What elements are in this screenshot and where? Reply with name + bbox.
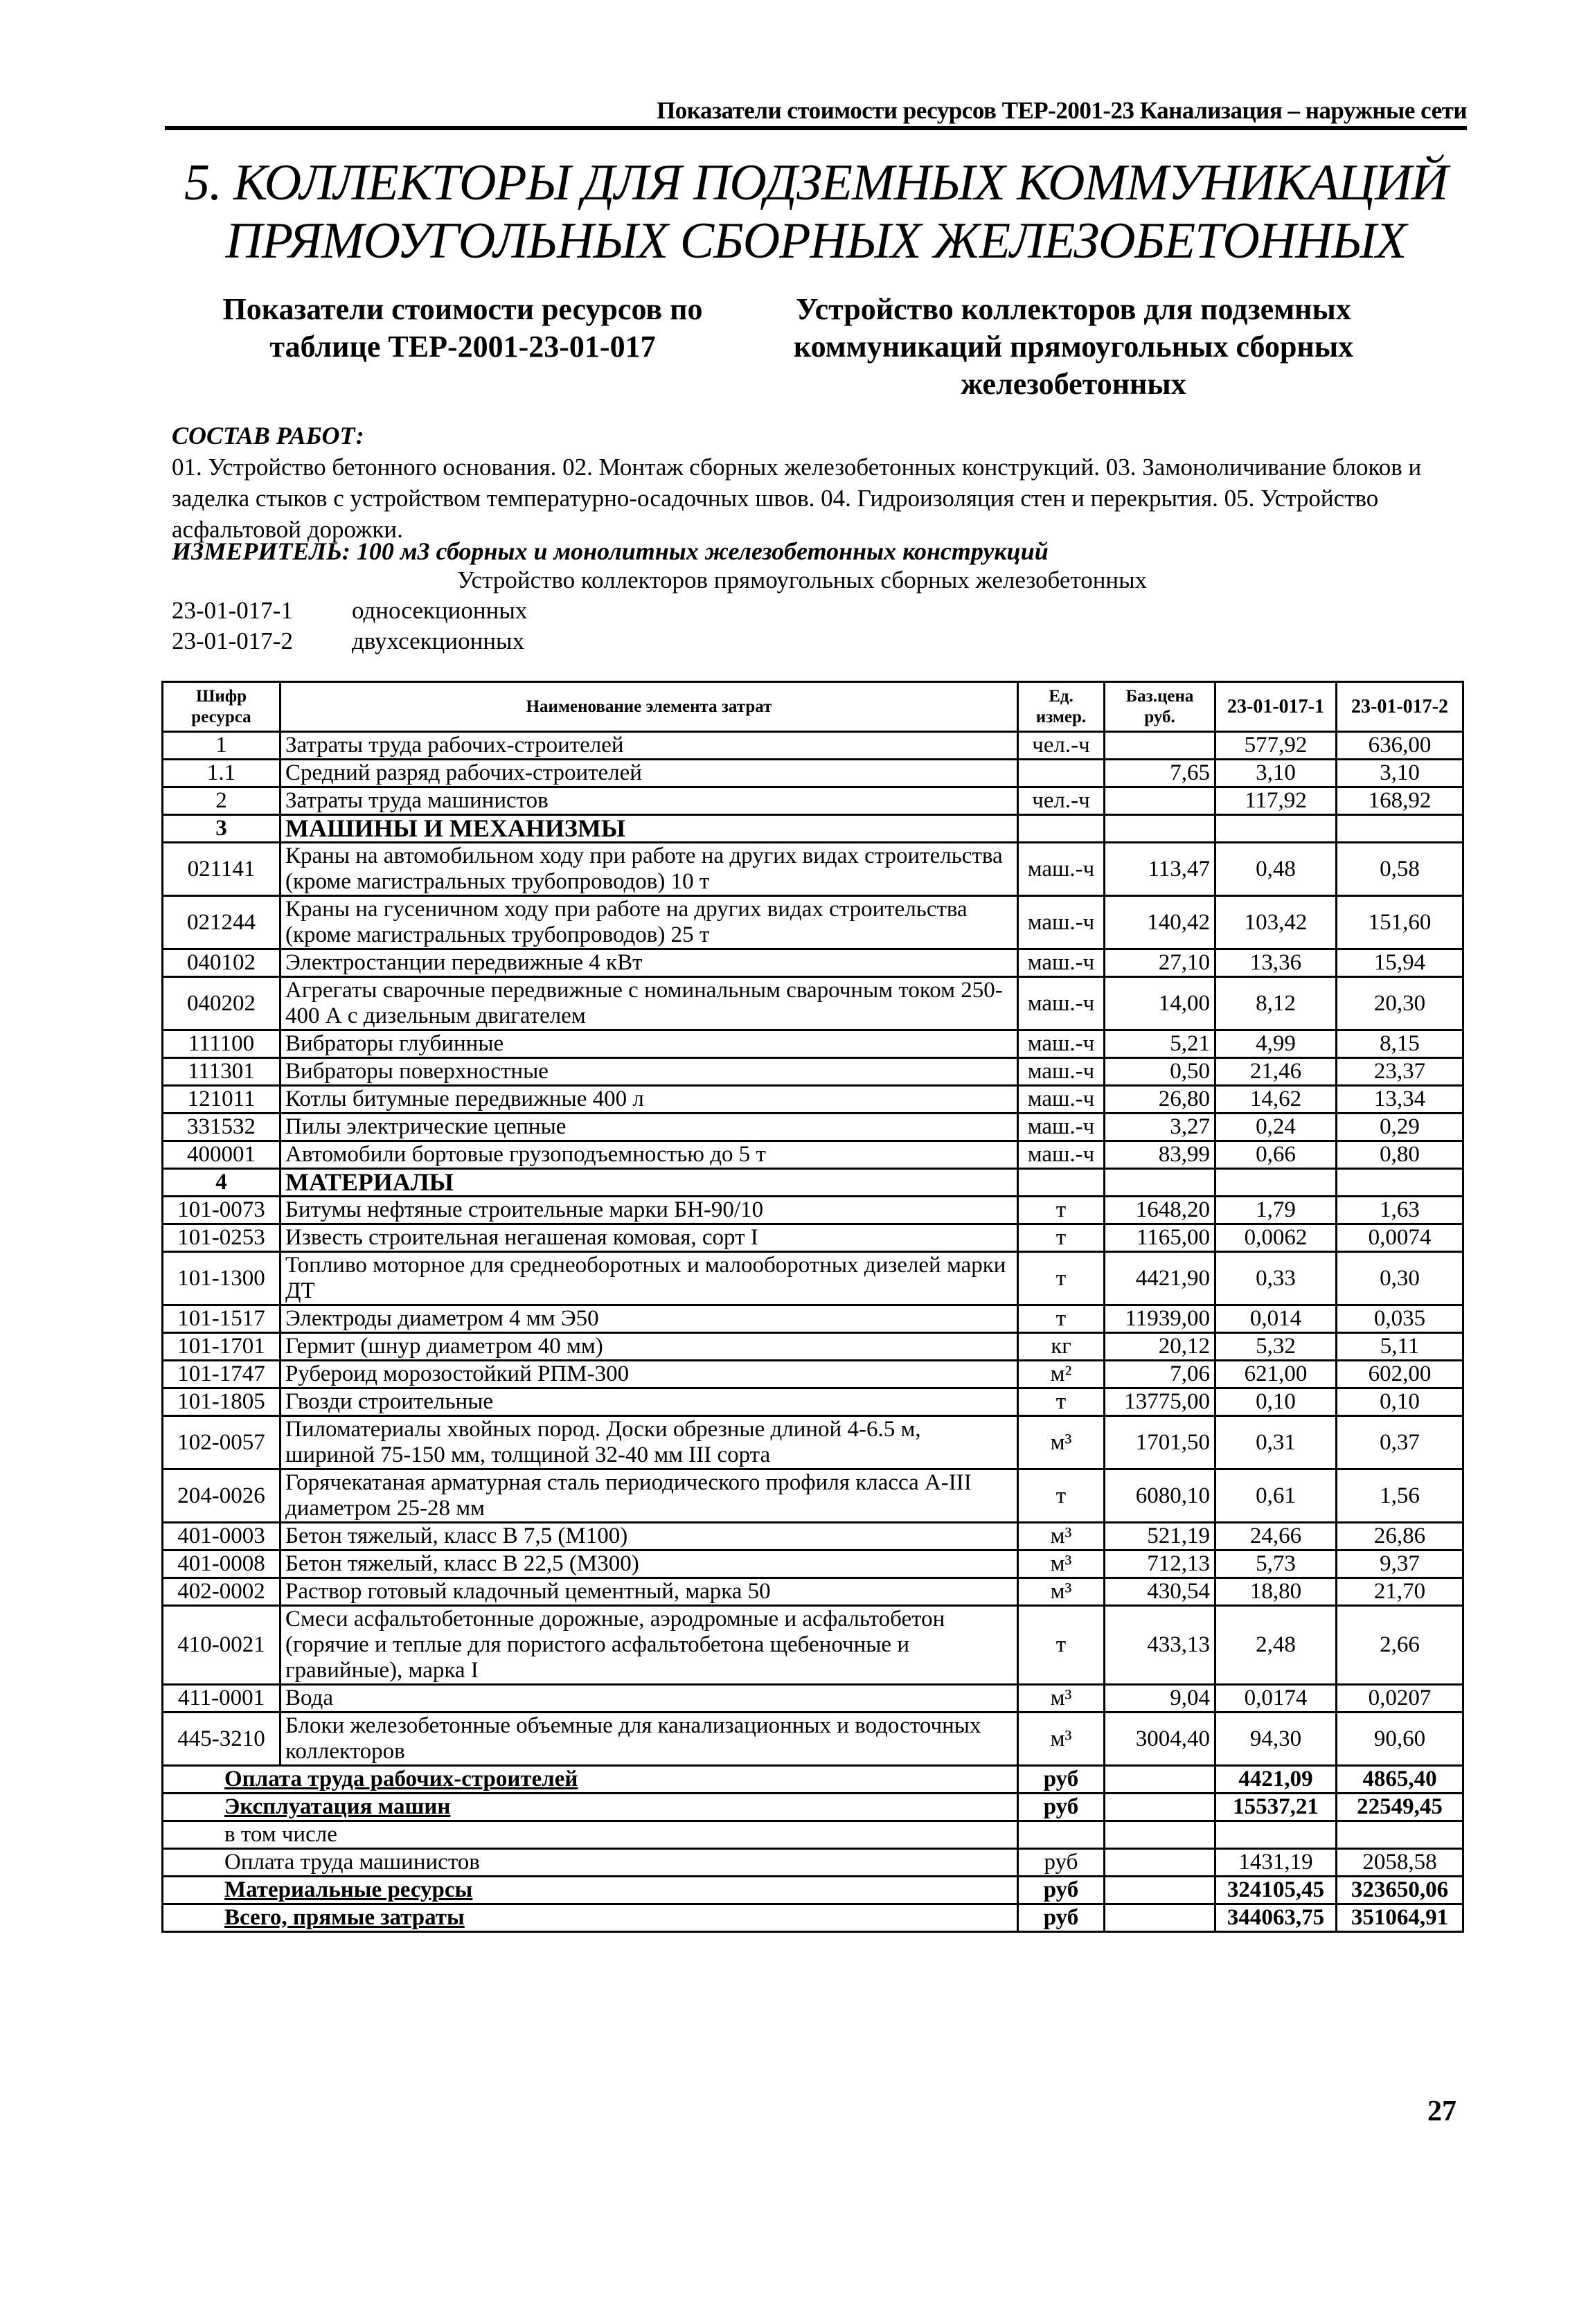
resource-name: Вода: [280, 1685, 1018, 1713]
value-017-2: 0,80: [1337, 1141, 1463, 1169]
resource-name: Раствор готовый кладочный цементный, марка 50: [280, 1578, 1018, 1606]
resource-price: 13775,00: [1105, 1388, 1215, 1416]
total-name: Оплата труда машинистов: [163, 1849, 1018, 1877]
value-017-1: 0,66: [1215, 1141, 1337, 1169]
resource-name: Пиломатериалы хвойных пород. Доски обрезные длиной 4-6.5 м, шириной 75-150 мм, толщиной 32-40 мм III сорта: [280, 1416, 1018, 1469]
resource-unit: м³: [1018, 1550, 1105, 1578]
resource-code: 4: [163, 1169, 280, 1197]
resource-code: 3: [163, 815, 280, 843]
total-row: [163, 1849, 1463, 1877]
total-017-2: 4865,40: [1337, 1766, 1463, 1794]
resource-name: Рубероид морозостойкий РПМ-300: [280, 1361, 1018, 1388]
resource-price: [1105, 815, 1215, 843]
table-row: [163, 1713, 1463, 1766]
resource-name: Краны на гусеничном ходу при работе на других видах строительства (кроме магистральных трубопроводов) 25 т: [280, 896, 1018, 949]
resource-code: 101-1517: [163, 1305, 280, 1333]
total-unit: руб: [1018, 1849, 1105, 1877]
resource-name: Гермит (шнур диаметром 40 мм): [280, 1333, 1018, 1361]
resource-name: Бетон тяжелый, класс В 22,5 (М300): [280, 1550, 1018, 1578]
table-row: [163, 1578, 1463, 1606]
resource-name: Смеси асфальтобетонные дорожные, аэродромные и асфальтобетон (горячие и теплые для пористого асфальтобетона щебеночные и гравийные), марка I: [280, 1606, 1018, 1685]
total-price-empty: [1105, 1794, 1215, 1821]
work-description-line3: железобетонных: [961, 367, 1186, 401]
resource-price: 1648,20: [1105, 1197, 1215, 1224]
resource-name: Электроды диаметром 4 мм Э50: [280, 1305, 1018, 1333]
total-unit: руб: [1018, 1766, 1105, 1794]
resource-unit: т: [1018, 1606, 1105, 1685]
value-017-1: 13,36: [1215, 949, 1337, 977]
code-id: 23-01-017-1: [172, 597, 293, 624]
total-row: [163, 1904, 1463, 1932]
value-017-1: 621,00: [1215, 1361, 1337, 1388]
table-row: [163, 1252, 1463, 1305]
value-017-2: 20,30: [1337, 977, 1463, 1030]
resource-price: 712,13: [1105, 1550, 1215, 1578]
value-017-2: 3,10: [1337, 760, 1463, 787]
total-name: Всего, прямые затраты: [163, 1904, 1018, 1932]
work-description-line2: коммуникаций прямоугольных сборных: [793, 330, 1354, 364]
work-description-line1: Устройство коллекторов для подземных: [796, 292, 1351, 326]
total-017-1: 4421,09: [1215, 1766, 1337, 1794]
resource-name: Топливо моторное для среднеоборотных и малооборотных дизелей марки ДТ: [280, 1252, 1018, 1305]
resource-unit: [1018, 1169, 1105, 1197]
total-017-1: [1215, 1821, 1337, 1849]
total-017-2: 22549,45: [1337, 1794, 1463, 1821]
resource-price: 7,65: [1105, 760, 1215, 787]
table-row: [163, 1305, 1463, 1333]
header-rule: [165, 126, 1467, 130]
resource-code: 2: [163, 787, 280, 815]
resource-code: 021141: [163, 843, 280, 896]
total-unit: [1018, 1821, 1105, 1849]
value-017-2: 0,035: [1337, 1305, 1463, 1333]
total-017-1: 1431,19: [1215, 1849, 1337, 1877]
resource-name: МАШИНЫ И МЕХАНИЗМЫ: [280, 815, 1018, 843]
value-017-1: 0,61: [1215, 1469, 1337, 1523]
total-name: Эксплуатация машин: [163, 1794, 1018, 1821]
resource-unit: [1018, 760, 1105, 787]
value-017-1: 94,30: [1215, 1713, 1337, 1766]
total-017-2: 2058,58: [1337, 1849, 1463, 1877]
resource-price: 11939,00: [1105, 1305, 1215, 1333]
resource-unit: маш.-ч: [1018, 949, 1105, 977]
table-row: [163, 1141, 1463, 1169]
table-row: [163, 1606, 1463, 1685]
resource-code: 204-0026: [163, 1469, 280, 1523]
table-row: [163, 787, 1463, 815]
resource-unit: маш.-ч: [1018, 977, 1105, 1030]
total-017-1: 324105,45: [1215, 1877, 1337, 1904]
value-017-1: 14,62: [1215, 1086, 1337, 1114]
section-title-line1: 5. КОЛЛЕКТОРЫ ДЛЯ ПОДЗЕМНЫХ КОММУНИКАЦИЙ: [184, 154, 1448, 211]
table-row: [163, 949, 1463, 977]
resource-code: 400001: [163, 1141, 280, 1169]
resource-unit: м³: [1018, 1578, 1105, 1606]
table-row: [163, 977, 1463, 1030]
value-017-1: 103,42: [1215, 896, 1337, 949]
resource-unit: кг: [1018, 1333, 1105, 1361]
value-017-2: 168,92: [1337, 787, 1463, 815]
resource-code: 040202: [163, 977, 280, 1030]
resource-name: Затраты труда рабочих-строителей: [280, 732, 1018, 760]
value-017-1: [1215, 1169, 1337, 1197]
resource-code: 445-3210: [163, 1713, 280, 1766]
resource-name: Автомобили бортовые грузоподъемностью до 5 т: [280, 1141, 1018, 1169]
value-017-2: 151,60: [1337, 896, 1463, 949]
value-017-1: 0,24: [1215, 1114, 1337, 1141]
value-017-2: 0,29: [1337, 1114, 1463, 1141]
resource-code: 401-0003: [163, 1523, 280, 1550]
resource-unit: чел.-ч: [1018, 732, 1105, 760]
total-row: [163, 1821, 1463, 1849]
resource-unit: маш.-ч: [1018, 1114, 1105, 1141]
resource-price: 1165,00: [1105, 1224, 1215, 1252]
value-017-1: 577,92: [1215, 732, 1337, 760]
total-price-empty: [1105, 1766, 1215, 1794]
value-017-2: 0,30: [1337, 1252, 1463, 1305]
resource-unit: маш.-ч: [1018, 1086, 1105, 1114]
value-017-2: 13,34: [1337, 1086, 1463, 1114]
table-reference-line1: Показатели стоимости ресурсов по: [222, 292, 703, 326]
section-row: [163, 815, 1463, 843]
header-code: Шифр ресурса: [163, 682, 280, 732]
total-row: [163, 1794, 1463, 1821]
resource-unit: маш.-ч: [1018, 1058, 1105, 1086]
total-row: [163, 1766, 1463, 1794]
izmeritel: ИЗМЕРИТЕЛЬ: 100 м3 сборных и монолитных железобетонных конструкций: [172, 537, 1049, 565]
resource-name: Котлы битумные передвижные 400 л: [280, 1086, 1018, 1114]
resource-unit: м³: [1018, 1523, 1105, 1550]
value-017-1: 0,48: [1215, 843, 1337, 896]
resource-price: 4421,90: [1105, 1252, 1215, 1305]
value-017-2: 0,58: [1337, 843, 1463, 896]
resource-name: Средний разряд рабочих-строителей: [280, 760, 1018, 787]
value-017-2: 0,0207: [1337, 1685, 1463, 1713]
resource-price: 27,10: [1105, 949, 1215, 977]
resource-code: 101-1747: [163, 1361, 280, 1388]
value-017-1: 117,92: [1215, 787, 1337, 815]
resource-price: 1701,50: [1105, 1416, 1215, 1469]
resource-code: 101-1805: [163, 1388, 280, 1416]
value-017-1: 4,99: [1215, 1030, 1337, 1058]
table-row: [163, 1058, 1463, 1086]
value-017-2: 0,37: [1337, 1416, 1463, 1469]
table-reference: [165, 291, 760, 366]
value-017-2: 9,37: [1337, 1550, 1463, 1578]
total-row: [163, 1877, 1463, 1904]
resource-price: 83,99: [1105, 1141, 1215, 1169]
table-row: [163, 1333, 1463, 1361]
resource-code: 111301: [163, 1058, 280, 1086]
resource-price: [1105, 1169, 1215, 1197]
resource-code: 1.1: [163, 760, 280, 787]
resource-price: 14,00: [1105, 977, 1215, 1030]
resource-code: 1: [163, 732, 280, 760]
value-017-2: 5,11: [1337, 1333, 1463, 1361]
resource-price: 0,50: [1105, 1058, 1215, 1086]
header-col1: 23-01-017-1: [1215, 682, 1337, 732]
resource-name: Затраты труда машинистов: [280, 787, 1018, 815]
resource-unit: м³: [1018, 1713, 1105, 1766]
resource-code: 411-0001: [163, 1685, 280, 1713]
resource-code: 402-0002: [163, 1578, 280, 1606]
total-017-1: 344063,75: [1215, 1904, 1337, 1932]
value-017-1: 21,46: [1215, 1058, 1337, 1086]
resource-price: 20,12: [1105, 1333, 1215, 1361]
resource-unit: т: [1018, 1224, 1105, 1252]
resource-code: 101-0253: [163, 1224, 280, 1252]
value-017-1: 3,10: [1215, 760, 1337, 787]
resource-code: 040102: [163, 949, 280, 977]
resource-name: Пилы электрические цепные: [280, 1114, 1018, 1141]
value-017-2: 8,15: [1337, 1030, 1463, 1058]
total-price-empty: [1105, 1821, 1215, 1849]
code-row: [172, 627, 524, 655]
value-017-2: 90,60: [1337, 1713, 1463, 1766]
resource-unit: маш.-ч: [1018, 843, 1105, 896]
resource-code: 101-1300: [163, 1252, 280, 1305]
resource-price: 3004,40: [1105, 1713, 1215, 1766]
resource-price: [1105, 732, 1215, 760]
total-name: Оплата труда рабочих-строителей: [163, 1766, 1018, 1794]
resource-name: Бетон тяжелый, класс В 7,5 (М100): [280, 1523, 1018, 1550]
resource-code: 102-0057: [163, 1416, 280, 1469]
resource-price: 9,04: [1105, 1685, 1215, 1713]
resource-code: 101-0073: [163, 1197, 280, 1224]
value-017-2: 0,10: [1337, 1388, 1463, 1416]
total-unit: руб: [1018, 1904, 1105, 1932]
value-017-1: 5,32: [1215, 1333, 1337, 1361]
resource-unit: т: [1018, 1197, 1105, 1224]
resource-code: 121011: [163, 1086, 280, 1114]
value-017-2: 1,63: [1337, 1197, 1463, 1224]
value-017-1: 1,79: [1215, 1197, 1337, 1224]
resource-unit: м³: [1018, 1416, 1105, 1469]
total-price-empty: [1105, 1849, 1215, 1877]
table-reference-line2: таблице ТЕР-2001-23-01-017: [269, 330, 656, 364]
resource-unit: м²: [1018, 1361, 1105, 1388]
resource-unit: т: [1018, 1252, 1105, 1305]
resource-name: Гвозди строительные: [280, 1388, 1018, 1416]
resource-code: 410-0021: [163, 1606, 280, 1685]
subtitle: Устройство коллекторов прямоугольных сборных железобетонных: [457, 566, 1148, 593]
value-017-2: 602,00: [1337, 1361, 1463, 1388]
table-row: [163, 843, 1463, 896]
header-name: Наименование элемента затрат: [280, 682, 1018, 732]
resource-code: 111100: [163, 1030, 280, 1058]
resource-code: 101-1701: [163, 1333, 280, 1361]
total-017-1: 15537,21: [1215, 1794, 1337, 1821]
resource-unit: т: [1018, 1469, 1105, 1523]
code-desc: односекционных: [352, 597, 528, 624]
resource-price: 26,80: [1105, 1086, 1215, 1114]
resource-price: 7,06: [1105, 1361, 1215, 1388]
resource-unit: маш.-ч: [1018, 1030, 1105, 1058]
table-row: [163, 1388, 1463, 1416]
resource-unit: м³: [1018, 1685, 1105, 1713]
table-row: [163, 760, 1463, 787]
table-row: [163, 732, 1463, 760]
resource-code: 401-0008: [163, 1550, 280, 1578]
resource-name: Вибраторы поверхностные: [280, 1058, 1018, 1086]
value-017-1: 0,33: [1215, 1252, 1337, 1305]
code-row: [172, 597, 527, 625]
total-name: Материальные ресурсы: [163, 1877, 1018, 1904]
table-row: [163, 1114, 1463, 1141]
table-row: [163, 1416, 1463, 1469]
total-017-2: 351064,91: [1337, 1904, 1463, 1932]
table-row: [163, 1197, 1463, 1224]
sostav-label: СОСТАВ РАБОТ:: [172, 422, 364, 449]
table-row: [163, 1685, 1463, 1713]
resource-unit: т: [1018, 1388, 1105, 1416]
resource-name: Известь строительная негашеная комовая, сорт I: [280, 1224, 1018, 1252]
resource-name: Электростанции передвижные 4 кВт: [280, 949, 1018, 977]
resource-unit: т: [1018, 1305, 1105, 1333]
table-row: [163, 1030, 1463, 1058]
table-row: [163, 1523, 1463, 1550]
work-description: [762, 291, 1385, 403]
total-017-2: 323650,06: [1337, 1877, 1463, 1904]
resource-price: 521,19: [1105, 1523, 1215, 1550]
value-017-2: 15,94: [1337, 949, 1463, 977]
total-name: в том числе: [163, 1821, 1018, 1849]
value-017-2: 2,66: [1337, 1606, 1463, 1685]
table-row: [163, 1469, 1463, 1523]
value-017-2: 636,00: [1337, 732, 1463, 760]
value-017-1: 24,66: [1215, 1523, 1337, 1550]
header-col2: 23-01-017-2: [1337, 682, 1463, 732]
total-price-empty: [1105, 1904, 1215, 1932]
value-017-1: 0,0174: [1215, 1685, 1337, 1713]
resource-price: 433,13: [1105, 1606, 1215, 1685]
resource-price: 113,47: [1105, 843, 1215, 896]
table-row: [163, 896, 1463, 949]
value-017-1: 0,10: [1215, 1388, 1337, 1416]
value-017-2: [1337, 1169, 1463, 1197]
resource-price: 140,42: [1105, 896, 1215, 949]
total-unit: руб: [1018, 1794, 1105, 1821]
value-017-2: [1337, 815, 1463, 843]
code-desc: двухсекционных: [352, 627, 525, 654]
header-unit: Ед. измер.: [1018, 682, 1105, 732]
value-017-2: 1,56: [1337, 1469, 1463, 1523]
value-017-2: 23,37: [1337, 1058, 1463, 1086]
resource-price: 3,27: [1105, 1114, 1215, 1141]
resource-unit: чел.-ч: [1018, 787, 1105, 815]
table-row: [163, 1086, 1463, 1114]
value-017-1: [1215, 815, 1337, 843]
resource-name: Битумы нефтяные строительные марки БН-90/10: [280, 1197, 1018, 1224]
total-price-empty: [1105, 1877, 1215, 1904]
table-row: [163, 1224, 1463, 1252]
total-017-2: [1337, 1821, 1463, 1849]
resource-price: 6080,10: [1105, 1469, 1215, 1523]
section-row: [163, 1169, 1463, 1197]
resource-code: 021244: [163, 896, 280, 949]
section-title-line2: ПРЯМОУГОЛЬНЫХ СБОРНЫХ ЖЕЛЕЗОБЕТОННЫХ: [225, 213, 1407, 269]
total-unit: руб: [1018, 1877, 1105, 1904]
resource-name: Агрегаты сварочные передвижные с номинальным сварочным током 250-400 А с дизельным двигателем: [280, 977, 1018, 1030]
value-017-1: 18,80: [1215, 1578, 1337, 1606]
resource-name: Вибраторы глубинные: [280, 1030, 1018, 1058]
table-row: [163, 1361, 1463, 1388]
resource-price: 5,21: [1105, 1030, 1215, 1058]
table-header-row: [163, 682, 1463, 732]
value-017-1: 5,73: [1215, 1550, 1337, 1578]
value-017-1: 2,48: [1215, 1606, 1337, 1685]
value-017-1: 0,31: [1215, 1416, 1337, 1469]
sostav-text: 01. Устройство бетонного основания. 02. Монтаж сборных железобетонных конструкций. 03. Замоноличивание блоков и заделка стыков с устройством температурно-осадочных швов. 04. Гидроизоляция стен и перекрытия. 05. Устройство асфальтовой дорожки.: [172, 454, 1422, 543]
resource-unit: маш.-ч: [1018, 1141, 1105, 1169]
resource-price: 430,54: [1105, 1578, 1215, 1606]
resource-table: [161, 681, 1464, 1933]
section-title: [165, 154, 1467, 270]
value-017-2: 21,70: [1337, 1578, 1463, 1606]
resource-code: 331532: [163, 1114, 280, 1141]
resource-name: Блоки железобетонные объемные для канализационных и водосточных коллекторов: [280, 1713, 1018, 1766]
page-number: 27: [1427, 2095, 1456, 2127]
resource-price: [1105, 787, 1215, 815]
resource-unit: маш.-ч: [1018, 896, 1105, 949]
table-row: [163, 1550, 1463, 1578]
resource-name: МАТЕРИАЛЫ: [280, 1169, 1018, 1197]
resource-unit: [1018, 815, 1105, 843]
resource-name: Горячекатаная арматурная сталь периодического профиля класса А-III диаметром 25-28 мм: [280, 1469, 1018, 1523]
value-017-1: 0,0062: [1215, 1224, 1337, 1252]
value-017-1: 8,12: [1215, 977, 1337, 1030]
value-017-2: 0,0074: [1337, 1224, 1463, 1252]
header-price: Баз.цена руб.: [1105, 682, 1215, 732]
value-017-2: 26,86: [1337, 1523, 1463, 1550]
value-017-1: 0,014: [1215, 1305, 1337, 1333]
resource-name: Краны на автомобильном ходу при работе на других видах строительства (кроме магистральных трубопроводов) 10 т: [280, 843, 1018, 896]
running-header: Показатели стоимости ресурсов ТЕР-2001-23 Канализация – наружные сети: [657, 97, 1467, 124]
code-id: 23-01-017-2: [172, 627, 293, 654]
